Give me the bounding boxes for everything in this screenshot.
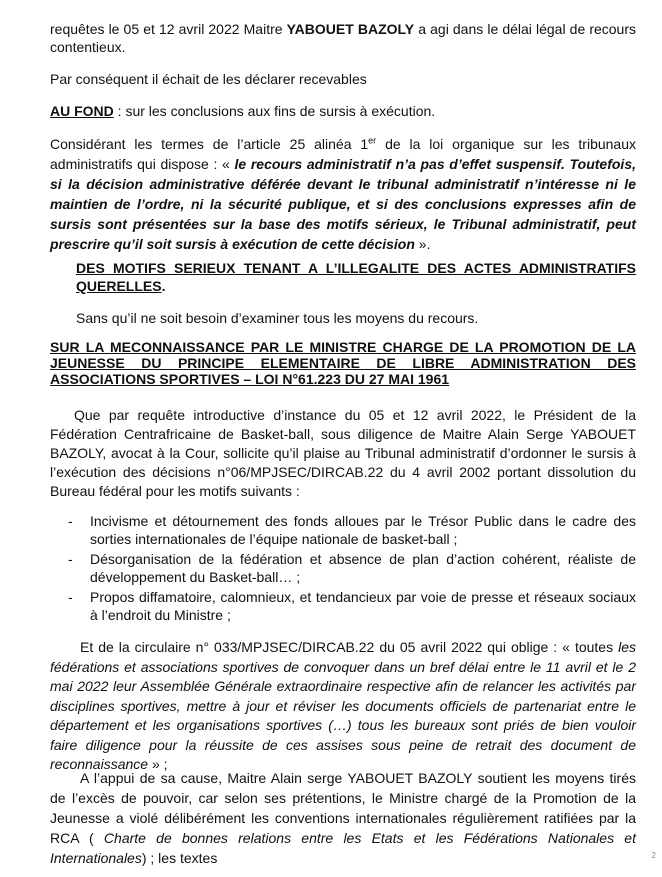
paragraph-sans-besoin: Sans qu’il ne soit besoin d’examiner tous les moyens du recours. [76,310,479,326]
paragraph-au-fond: AU FOND : sur les conclusions aux fins de sursis à exécution. [50,103,436,119]
au-fond-label: AU FOND [50,103,114,119]
list-item: - Désorganisation de la fédération et absence de plan d’action cohérent, réaliste de développement du Basket-ball… ; [68,551,636,585]
article-quote: le recours administratif n’a pas d’effet suspensif. Toutefois, si la décision administrative déférée devant le tribunal administratif n’intéresse ni le maintien de l’ordre, ni la sécurité publique, et si des conclusions expresses afin de sursis sont présentées sur la base des motifs sérieux, le Tribunal administratif, peut prescrire qu’il soit sursis à exécution de cette décision [50,156,636,252]
paragraph-requete: Que par requête introductive d’instance du 05 et 12 avril 2022, le Président de la Fédération Centrafricaine de Basket-ball, sous diligence de Maitre Alain Serge YABOUET BAZOLY, avocat à la Cour, sollicite qu’il plaise au Tribunal administratif d’ordonner le sursis à l’exécution des décisions n°06/MPJSEC/DIRCAB.22 du 4 avril 2002 portant dissolution du Bureau fédéral pour les motifs suivants : [50,407,636,499]
section-heading-motifs-serieux: DES MOTIFS SERIEUX TENANT A L’ILLEGALITE DES ACTES ADMINISTRATIFS QUERELLES. [76,260,636,294]
motifs-list [68,512,636,626]
paragraph-circulaire: Et de la circulaire n° 033/MPJSEC/DIRCAB.22 du 05 avril 2022 qui oblige : « toutes les fédérations et associations sportives de convoquer dans un bref délai entre le 11 avril et le 2 mai 2022 leur Assemblée Générale extraordinaire respective afin de relancer les activités par disciplines sportives, mettre à jour et réviser les documents officiels de partenariat entre le département et les organisations sportives (…) tous les bureaux sont priés de bien vouloir faire diligence pour la réussite de ces assises sous peine de retrait des document de reconnaissance » ; [50,639,636,772]
page-corner-mark: 2 [651,851,656,860]
circulaire-quote: les fédérations et associations sportives de convoquer dans un bref délai entre le 11 avril et le 2 mai 2022 leur Assemblée Générale extraordinaire respective afin de relancer les activités par disciplines sportives, mettre à jour et réviser les documents officiels de partenariat entre le département et les organisations sportives (…) tous les bureaux sont priés de bien vouloir faire diligence pour la réussite de ces assises sous peine de retrait des document de reconnaissance [50,639,636,772]
paragraph-article-25: Considérant les termes de l’article 25 alinéa 1er de la loi organique sur les tribunaux administratifs qui dispose : « le recours administratif n’a pas d’effet suspensif. Toutefois, si la décision administrative déférée devant le tribunal administratif n’intéresse ni le maintien de l’ordre, ni la sécurité publique, et si des conclusions expresses afin de sursis sont présentées sur la base des motifs sérieux, le Tribunal administratif, peut prescrire qu’il soit sursis à exécution de cette décision ». [50,135,637,252]
paragraph-consequence: Par conséquent il échait de les déclarer recevables [50,71,367,87]
list-item: - Propos diffamatoire, calomnieux, et tendancieux par voie de presse et réseaux sociaux à l’endroit du Ministre ; [68,589,636,623]
section-heading-meconnaissance: SUR LA MECONNAISSANCE PAR LE MINISTRE CHARGE DE LA PROMOTION DE LA JEUNESSE DU PRINCIPE ELEMENTAIRE DE LIBRE ADMINISTRATION DES ASSOCIATIONS SPORTIVES – LOI N°61.223 DU 27 MAI 1961 [50,339,636,387]
list-item: - Incivisme et détournement des fonds alloues par le Trésor Public dans le cadre des sorties internationales de l’équipe nationale de basket-ball ; [68,513,636,547]
charte-title: Charte de bonnes relations entre les Etats et les Fédérations Nationales et Internationales [50,830,636,866]
lawyer-name: YABOUET BAZOLY [286,21,415,37]
paragraph-appui: A l’appui de sa cause, Maitre Alain serge YABOUET BAZOLY soutient les moyens tirés de l’excès de pouvoir, car selon ses prétentions, le Ministre chargé de la Promotion de la Jeunesse a violé délibérément les conventions internationales régulièrement ratifiées par la RCA ( Charte de bonnes relations entre les Etats et les Fédérations Nationales et Internationales) ; les textes [50,770,636,866]
paragraph-recevabilite: requêtes le 05 et 12 avril 2022 Maitre YABOUET BAZOLY a agi dans le délai légal de recours contentieux. [50,21,636,55]
